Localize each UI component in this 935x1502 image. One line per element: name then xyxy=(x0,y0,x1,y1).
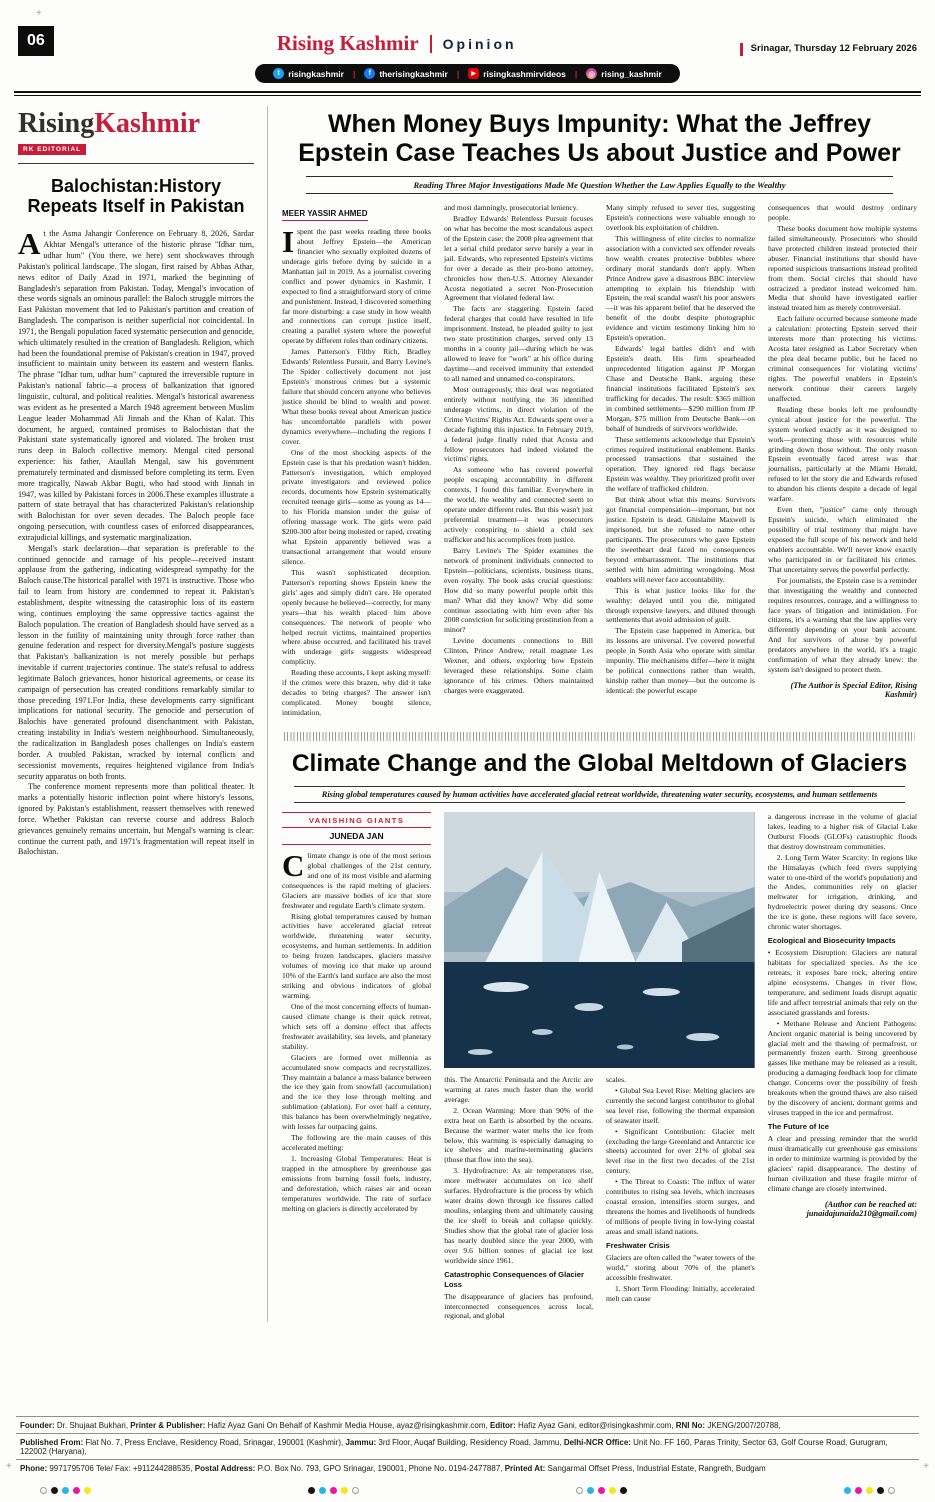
paragraph-text: t the Asma Jahangir Conference on February 8, 2026, Sardar Akhtar Mengal's utterance of the historic phrase "Idhar tum, udhar hum" (You there, we here) sent shockwaves through Pakistan's political landscape. The slogan, first raised by Abbas Athar, news editor of Daily Azad in 1971, marked the beginning of Bangladesh's separation from Pakistan. Today, Mengal's invocation of these words signals an ominous parallel: the Baloch struggle mirrors the East Pakistan movement that led to Pakistan's partition and creation of Bangladesh. The comparison is neither superficial nor coincidental. In 1971, the Bengali population faced systematic persecution and genocide, which ultimately resulted in the creation of Bangladesh. Religion, which had been the foundational premise of Pakistan's creation in 1947, proved insufficient to maintain unity between its eastern and western flanks. The phrase "Idhar tum, udhar hum" captured the irreversible rupture in Pakistan's national fabric—a process of balkanization that ignored linguistic, cultural, and political realities. Mengal's historical awareness was evident as he presented a March 1948 agreement between Muslim League leader Mohammad Ali Jinnah and the Khan of Kalat. This document, he argued, contained promises to Balochistan that the Pakistani state systematically ignored and violated. The broken trust runs deep in Baloch collective memory. Mengal cited personal experience: his father, Ataullah Mengal, saw his government prematurely terminated and dismissed before completing its term. Even more tragically, Nawab Akbar Bugti, who had stood with Jinnah in 1947, was killed by Pakistani forces in 2006.These examples illustrate a pattern of state betrayal that has characterized Pakistan's relationship with Balochistan for over seven decades. The Baloch people face ongoing persecution, with countless cases of enforced disappearances, extrajudicial killings, and systematic marginalization. xyxy=(18,229,254,542)
paragraph: 2. Long Term Water Scarcity: In regions like the Himalayas (which feed rivers supplying water to one-third of the world's population) and the Andes, communities rely on glacier meltwater for irrigation, drinking, and hydroelectric power during dry seasons. Once the ice is gone, these regions will face severe, chronic water shortages. xyxy=(767,852,917,932)
paragraph: This willingness of elite circles to normalize association with a convicted sex offender reveals how wealth creates protective bubbles where ordinary moral standards don't apply. When Prince Andrew gave a disastrous BBC interview attempting to explain his friendship with Epstein, the real scandal wasn't his poor answers—it was his apparent belief that he deserved the benefit of the doubt despite photographic evidence and victim testimony linking him to Epstein's operation. xyxy=(606,233,755,343)
social-item-twitter[interactable] xyxy=(273,68,344,79)
paragraph: • The Threat to Coasts: The influx of water contributes to rising sea levels, which increases coastal erosion, intensifies storm surges, and threatens the homes and livelihoods of hundreds of millions of people living in low-lying coastal areas and small island nations. xyxy=(605,1177,755,1236)
article-column xyxy=(768,203,917,719)
editorial-title: Balochistan:History Repeats Itself in Pakistan xyxy=(27,176,245,217)
paragraph: • Global Sea Level Rise: Melting glaciers are currently the second largest contributor to global sea level rise, following the thermal expansion of seawater itself. xyxy=(605,1085,755,1125)
paragraph: • Significant Contribution: Glacier melt (excluding the large Greenland and Antarctic ice sheets) accounted for over 21% of global sea level rise in the first two decades of the 21st century. xyxy=(605,1126,755,1176)
paragraph: Most outrageously, this deal was negotiated entirely without notifying the 36 identified underage victims, in direct violation of the Crime Victims' Rights Act. Edwards spent over a decade fighting this injustice. In February 2019, a federal judge finally ruled that Acosta and fellow prosecutors had indeed violated the victims' rights. xyxy=(444,384,593,464)
paragraph: James Patterson's Filthy Rich, Bradley Edwards' Relentless Pursuit, and Barry Levine's The Spider collectively document not just Epstein's monstrous crimes but a systemic failure that should concern anyone who believes justice should be blind to wealth and power. What these books reveal about American justice has uncomfortable parallels with power dynamics everywhere—including the regions I cover. xyxy=(282,347,431,446)
footer-label: RNI No: xyxy=(675,1420,708,1430)
paragraph xyxy=(18,226,254,543)
twitter-icon: t xyxy=(273,68,284,79)
paragraph: The conference moment represents more than political theater. It marks a potentially historic inflection point where history's lessons, ignored by Pakistan's establishment, reassert themselves with renewed force. Whether Pakistan can reverse course and address Baloch grievances genuinely remains uncertain, but Mengal's warning is clear: continue the current path, and 1971's fragmentation will repeat itself in Balochistan. xyxy=(18,782,254,857)
paragraph: For journalists, the Epstein case is a reminder that investigating the wealthy and connected requires resources, courage, and a willingness to face years of litigation and intimidation. For citizens, it's a warning that the law applies very differently depending on your bank account. And for survivors of abuse by powerful predators anywhere in the world, it's a tragic confirmation of what they already knew: the system isn't designed to protect them. xyxy=(768,575,917,675)
paragraph xyxy=(282,224,431,346)
paragraph: this. The Antarctic Peninsula and the Arctic are warming at rates much faster than the world average. xyxy=(444,1074,593,1104)
paragraph: Even then, "justice" came only through Epstein's suicide, which eliminated the possibility of trial testimony that might have exposed the full scope of his network and held enablers accountable. We'll never know exactly who participated in or facilitated his crimes. That uncertainty serves the powerful perfectly. xyxy=(768,505,917,574)
instagram-icon: ◎ xyxy=(586,68,597,79)
paragraph: Reading these books left me profoundly cynical about justice for the powerful. The system worked exactly as it was designed to work—protecting those with resources while grinding down those without. The only reason Epstein eventually faced arrest was that journalists, particularly at the Miami Herald, refused to let the story die and Edwards refused to abandon his clients despite a decade of legal warfare. xyxy=(768,404,917,504)
article-column xyxy=(606,1075,755,1323)
paragraph: Mengal's stark declaration—that separation is preferable to the continued genocide and carnage of his people—received instant applause from the gathering, indicating widespread sympathy for the Baloch cause.The historical parallel with 1971 is instructive. Those who fail to learn from history are condemned to repeat it. Pakistan's establishment, despite witnessing the catastrophic loss of its eastern wing, continues employing the same oppressive tactics against the Baloch population. The creation of Bangladesh should have served as a lesson in the futility of maintaining unity through force rather than genuine federation and respect for diversity.Mengal's posture suggests that Pakistan's balkanization is not merely possible but perhaps inevitable if current trajectories continue. The state's refusal to address legitimate Baloch grievances, honor historical agreements, or cease its campaign of persecution has created conditions remarkably similar to those preceding 1971.For India, these developments carry significant implications for national security. The genocide and persecution of Balochis have generated profound disenchantment with Pakistan, creating instability in India's western neighbourhood. Simultaneously, the radicalization in Bangladesh poses challenges on India's eastern border. A troubled Pakistan, wracked by internal conflicts and secessionist movements, requires heightened vigilance from India's security apparatus on both fronts. xyxy=(18,543,254,781)
paragraph: The Epstein case happened in America, but its lessons are universal. I've covered powerful people in South Asia who operate with similar impunity. The mechanisms differ—here it might be political connections rather than wealth, kinship rather than money—but the outcome is identical: the powerful escape xyxy=(606,626,755,695)
footer-label: Delhi-NCR Office: xyxy=(563,1437,634,1447)
page-number: 06 xyxy=(18,26,54,56)
social-handle-twitter: risingkashmir xyxy=(288,68,344,79)
paragraph: One of the most concerning effects of human-caused climate change is their quick retreat, which sets off a domino effect that affects freshwater availability, sea levels, and planetary stability. xyxy=(282,1001,432,1051)
masthead-divider xyxy=(430,35,432,53)
paragraph: Glaciers are formed over millennia as accumulated snow compacts and recrystallizes. They maintain a balance a mass balance between the ice they gain from snowfall (accumulation) and the ice they lose through melting and sublimation (ablation). For over half a century, this balance has been overwhelmingly negative, with losses far outpacing gains. xyxy=(282,1052,432,1132)
footer-label: Editor: xyxy=(489,1420,518,1430)
cmyk-dots xyxy=(40,1487,91,1494)
byline: JUNEDA JAN xyxy=(282,828,431,845)
paragraph xyxy=(282,847,432,911)
footer-text: Flat No. 7, Press Enclave, Residency Road, Srinagar, 190001 (Kashmir), xyxy=(85,1437,346,1447)
social-divider: | xyxy=(456,68,460,79)
paragraph-text: spent the past weeks reading three books about Jeffrey Epstein—the American financier who sexually exploited dozens of underage girls before dying by suicide in a Manhattan jail in 2019. As a journalist covering conflict and power dynamics in Kashmir, I expected to find a straightforward story of crime and punishment. Instead, I discovered something far more disturbing: a case study in how wealth and connections can corrupt justice itself, creating a parallel system where the powerful operate by different rules than ordinary citizens. xyxy=(282,227,431,346)
page-header xyxy=(0,0,935,56)
kicker-block xyxy=(282,812,431,845)
paragraph: 1. Increasing Global Temperatures: Heat is trapped in the atmosphere by greenhouse gas emissions from burning fossil fuels, industry, and deforestation, which raises air and ocean temperatures worldwide. The rate of surface melting on glaciers is directly accelerated by xyxy=(282,1154,432,1213)
footer-text: P.O. Box No. 793, GPO Srinagar, 190001, Phone No. 0194-2477887, xyxy=(257,1463,505,1473)
paragraph: a dangerous increase in the volume of glacial lakes, leading to a higher risk of Glacial Lake Outburst Floods (GLOFs) catastrophic floods that destroy downstream communities. xyxy=(767,811,917,851)
footer-text: JKENG/2007/20788, xyxy=(707,1420,781,1430)
section-divider xyxy=(284,732,915,741)
paragraph-text: limate change is one of the most serious global challenges of the 21st century, and one of its most visible and alarming consequences is the rapid melting of glaciers. Glaciers are massive bodies of ice that store freshwater and regulate Earth's climate system. xyxy=(282,850,432,910)
article-column xyxy=(282,812,431,1323)
kicker-label: VANISHING GIANTS xyxy=(282,813,431,828)
footer-label: Jammu: xyxy=(345,1437,379,1447)
article-column xyxy=(606,203,755,719)
paragraph: This wasn't sophisticated deception. Patterson's reporting shows Epstein knew the girls' ages and simply didn't care. He operated openly because he believed—correctly, for many years—that his wealth placed him above consequences. The network of people who helped recruit victims, maintained properties where abuse occurred, and facilitated his travel with underage girls suggests widespread complicity. xyxy=(282,567,431,667)
footer-text: Sangarmal Offset Press, Industrial Estate, Rangreth, Budgam xyxy=(547,1463,766,1473)
editorial-body xyxy=(18,226,254,858)
paragraph: The disappearance of glaciers has profound, interconnected consequences across local, regional, and global xyxy=(444,1291,593,1321)
subheading: Freshwater Crisis xyxy=(605,1240,670,1250)
footer-text: Hafiz Ayaz Gani, editor@risingkashmir.com, xyxy=(517,1420,676,1430)
crop-mark: + xyxy=(6,1461,12,1472)
footer-text: 9971795706 Tele/ Fax: +911244288535, xyxy=(49,1463,195,1473)
editorial-badge: RK EDITORIAL xyxy=(18,144,86,155)
social-handle-instagram: rising_kashmir xyxy=(601,68,662,79)
footer-line-contact xyxy=(16,1459,919,1476)
subheading: Catastrophic Consequences of Glacier Loss xyxy=(444,1269,584,1289)
drop-cap: C xyxy=(282,847,305,883)
drop-cap: A xyxy=(18,226,41,262)
paragraph: Edwards' legal battles didn't end with Epstein's death. His firm spearheaded unprecedented litigation against JP Morgan Chase and Deutsche Bank, arguing these financial institutions facilitated Epstein's sex trafficking for decades. The result: $365 million in combined settlements—$290 million from JP Morgan, $75 million from Deutsche Bank—on behalf of hundreds of survivors worldwide. xyxy=(606,344,755,433)
footer-label: Printed At: xyxy=(504,1463,548,1473)
footer-label: Published From: xyxy=(20,1437,86,1447)
paragraph: Levine documents connections to Bill Clinton, Prince Andrew, retail magnate Les Wexner, and others, exploring how Epstein leveraged these relationships. Some claim ignorance of his crimes. Others maintained charges were exaggerated. xyxy=(444,636,593,695)
cmyk-dots xyxy=(844,1487,895,1494)
paragraph: Rising global temperatures caused by human activities have accelerated glacial retreat worldwide, threatening water security, ecosystems, and human settlements. In addition to being frozen landscapes, glaciers massive volumes of moving ice that make up around 10% of the Earth's land surface are also the most striking and obvious indicators of global warming. xyxy=(282,911,432,1000)
article-standfirst: Reading Three Major Investigations Made Me Question Whether the Law Applies Equally to the Wealthy xyxy=(306,176,893,194)
facebook-icon: f xyxy=(364,68,375,79)
paragraph: Barry Levine's The Spider examines the network of prominent individuals connected to Epstein—politicians, scientists, business titans, even royalty. The book asks crucial questions: How did so many powerful people orbit this man? What did they know? Why did some continue associating with him even after his 2008 conviction for soliciting prostitution from a minor? xyxy=(444,545,593,635)
article-column xyxy=(282,203,431,719)
author-tagline: (The Author is Special Editor, Rising Kashmir) xyxy=(790,681,917,700)
footer-label: Phone: xyxy=(20,1463,50,1473)
masthead-title: Rising Kashmir xyxy=(276,31,419,55)
paragraph: A clear and pressing reminder that the world must dramatically cut greenhouse gas emissions in order to minimize warming is provided by the glaciers' rapid disappearance. The destiny of human civilization and these fragile mirror of climate change are closely intertwined. xyxy=(767,1133,917,1193)
section-title: Opinion xyxy=(442,35,517,52)
paragraph: 1. Short Term Flooding: Initially, accelerated melt can cause xyxy=(605,1283,755,1303)
editorial-column xyxy=(18,106,268,1322)
paragraph: scales. xyxy=(605,1074,627,1084)
paragraph: This is what justice looks like for the wealthy: delayed until you die, mitigated through expensive lawyers, and diluted through settlements that avoid admission of guilt. xyxy=(606,585,755,625)
cmyk-dots xyxy=(576,1487,627,1494)
footer-label: Printer & Publisher: xyxy=(130,1420,208,1430)
social-item-facebook[interactable] xyxy=(364,68,448,79)
article-standfirst: Rising global temperatures caused by human activities have accelerated glacial retreat worldwide, threatening water security, ecosystems, and human settlements xyxy=(294,786,905,803)
paragraph: Glaciers are often called the "water towers of the world," storing about 70% of the planet's accessible freshwater. xyxy=(605,1252,755,1282)
social-handle-facebook: therisingkashmir xyxy=(379,68,448,79)
subheading: The Future of Ice xyxy=(767,1122,829,1131)
paragraph: The following are the main causes of this accelerated melting: xyxy=(282,1133,432,1153)
paragraph: As someone who has covered powerful people escaping accountability in different contexts, I found this familiar. Everywhere in the world, the wealthy and connected seem to operate under different rules. But this wasn't just preferential treatment—it was prosecutors actively conspiring to shield a child sex trafficker and his accomplices from justice. xyxy=(444,465,593,544)
footer-label: Founder: xyxy=(20,1420,57,1430)
main-column xyxy=(282,106,917,1322)
social-item-instagram[interactable] xyxy=(586,68,661,79)
paragraph: • Ecosystem Disruption: Glaciers are natural habitats for specialized species. As the ice retreats, it exposes bare rock, altering entire alpine ecosystems. Changes in river flow, temperature, and sediment loads disrupt aquatic life and affect terrestrial animals that rely on the associated grasslands and forests. xyxy=(767,948,917,1017)
paragraph: • Methane Release and Ancient Pathogens: Ancient organic material is being uncovered by glacial melt and the thawing of permafrost, or permanently frozen earth. Strong greenhouse gasses like methane may be released as a result, producing a damaging feedback loop for climate change. Concerns over the possibility of fresh breakouts when the ground thaws are also raised by the discovery of ancient, dormant germs and viruses trapped in the ice and permafrost. xyxy=(767,1018,917,1118)
footer-text: 3rd Floor, Auqaf Building, Residency Road, Jammu, xyxy=(378,1437,564,1447)
article-headline: Climate Change and the Global Meltdown of Glaciers xyxy=(291,749,908,777)
article-column xyxy=(444,203,593,719)
article-headline: When Money Buys Impunity: What the Jeffrey Epstein Case Teaches Us about Justice and Power xyxy=(298,110,901,167)
paragraph: Many simply refused to sever ties, suggesting Epstein's connections were valuable enough to overlook his exploitation of children. xyxy=(606,203,755,232)
footer-text: Dr. Shujaat Bukhari, xyxy=(56,1420,131,1430)
paragraph: One of the most shocking aspects of the Epstein case is that his predation wasn't hidden. Patterson's investigation, which employed private investigators and reviewed police records, documents how Epstein systematically recruited teenage girls—some as young as 14—to his Florida mansion under the guise of offering massage work. The girls were paid $200-300 after being molested or raped, creating what Epstein apparently believed was a transactional arrangement that would ensure silence. xyxy=(282,447,431,566)
paragraph: These books document how multiple systems failed simultaneously. Prosecutors who should have protected children instead protected their abuser. Financial institutions that should have reported suspicious transactions instead profited from them. Social circles that should have ostracized a predator instead welcomed him. Media that should have investigated earlier instead treated him as merely controversial. xyxy=(768,223,917,313)
logo-word-rising: Rising xyxy=(18,108,95,139)
paragraph: Bradley Edwards' Relentless Pursuit focuses on what has become the most scandalous aspect of the Epstein case: the 2008 plea agreement that let a serial child predator serve barely a year in jail. Edwards, who represented Epstein's victims for over a decade as their pro-bono attorney, chronicles how then-U.S. Attorney Alexander Acosta negotiated a secret Non-Prosecution Agreement that violated federal law. xyxy=(444,213,593,303)
paragraph: Reading these accounts, I kept asking myself: if the crimes were this brazen, why did it take decades to bring charges? The answer isn't complicated. Money bought silence, intimidation, xyxy=(282,668,431,717)
social-divider: | xyxy=(574,68,578,79)
social-item-youtube[interactable] xyxy=(468,68,566,79)
paragraph: 2. Ocean Warming: More than 90% of the extra heat on Earth is absorbed by the oceans. Because the warmer water melts the ice from below, this warming is especially damaging to ice shelves and marine-terminating glaciers (those that flow into the sea). xyxy=(444,1105,593,1165)
divider-rule xyxy=(18,163,254,164)
youtube-icon: ▶ xyxy=(468,68,479,79)
footer-text: Unit No. FF 160, Paras Trinity, Sector 63, Golf Course Road, Gurugram, 122002 (Haryana), xyxy=(20,1437,888,1456)
dateline: Srinagar, Thursday 12 February 2026 xyxy=(740,43,917,56)
imprint-footer xyxy=(0,1416,935,1494)
author-tagline: (Author can be reached at: junaidajunaida210@gmail.com) xyxy=(806,1199,917,1218)
social-bar xyxy=(255,64,680,83)
cmyk-dots xyxy=(308,1487,359,1494)
crop-mark: + xyxy=(923,1461,929,1472)
article-climate xyxy=(282,751,917,1322)
article-epstein xyxy=(282,110,917,719)
registration-marks xyxy=(16,1476,919,1494)
crop-mark: + xyxy=(36,8,42,19)
paragraph: But think about what this means. Survivors got financial compensation—important, but not justice. Epstein is dead. Ghislaine Maxwell is imprisoned, but she refused to name other participants. The prosecutors who gave Epstein the sweetheart deal faced no consequences beyond embarrassment. The institutions that settled with him admitting wrongdoing. Most enablers will never face accountability. xyxy=(606,495,755,584)
paragraph: 3. Hydrofracture: As air temperatures rise, more meltwater accumulates on ice shelf surfaces. Hydrofracture is the process by which water drains down through ice fissures called moulins, enlarging them and ultimately causing the ice shelf to break and collapse quickly. Studies show that the global rate of glacier loss has nearly doubled since the year 2000, with over 9.6 billion tonnes of glacial ice lost worldwide since 1961. xyxy=(444,1166,593,1265)
masthead xyxy=(54,31,740,56)
paragraph: consequences that would destroy ordinary people. xyxy=(768,203,917,222)
footer-line-founder xyxy=(16,1416,919,1433)
byline: MEER YASSIR AHMED xyxy=(282,209,368,221)
glacier-photo xyxy=(444,812,754,1068)
paragraph: The facts are staggering. Epstein faced federal charges that could have resulted in life imprisonment. Instead, he pleaded guilty to just two state prostitution charges, served only 13 months in a county jail—during which he was allowed to leave for "work" at his office during daytime—and received immunity that extended to all named and unnamed co-conspirators. xyxy=(444,304,593,383)
footer-label: Postal Address: xyxy=(194,1463,258,1473)
footer-line-published xyxy=(16,1433,919,1459)
social-divider: | xyxy=(352,68,356,79)
logo-word-kashmir: Kashmir xyxy=(94,108,201,139)
article-column xyxy=(768,812,917,1323)
drop-cap: I xyxy=(282,224,295,259)
paragraph: and most damningly, prosecutorial leniency. xyxy=(444,203,578,212)
editorial-logo xyxy=(18,106,254,138)
article-column xyxy=(444,1075,593,1323)
footer-text: Hafiz Ayaz Gani On Behalf of Kashmir Media House, ayaz@risingkashmir.com, xyxy=(207,1420,490,1430)
paragraph: Each failure occurred because someone made a calculation: protecting Epstein served their interests more than protecting his victims. Acosta later resigned as Labor Secretary when the plea deal became public, but he faced no criminal consequences for violating victims' rights. The powerful enablers in Epstein's network continue their careers largely unaffected. xyxy=(768,314,917,403)
social-handle-youtube: risingkashmirvideos xyxy=(483,68,566,79)
paragraph: These settlements acknowledge that Epstein's crimes required institutional enablement. Banks processed transactions that sustained the operation. They ignored red flags because Epstein was wealthy. They prioritized profit over the welfare of trafficked children. xyxy=(606,434,755,494)
subheading: Ecological and Biosecurity Impacts xyxy=(767,936,896,946)
